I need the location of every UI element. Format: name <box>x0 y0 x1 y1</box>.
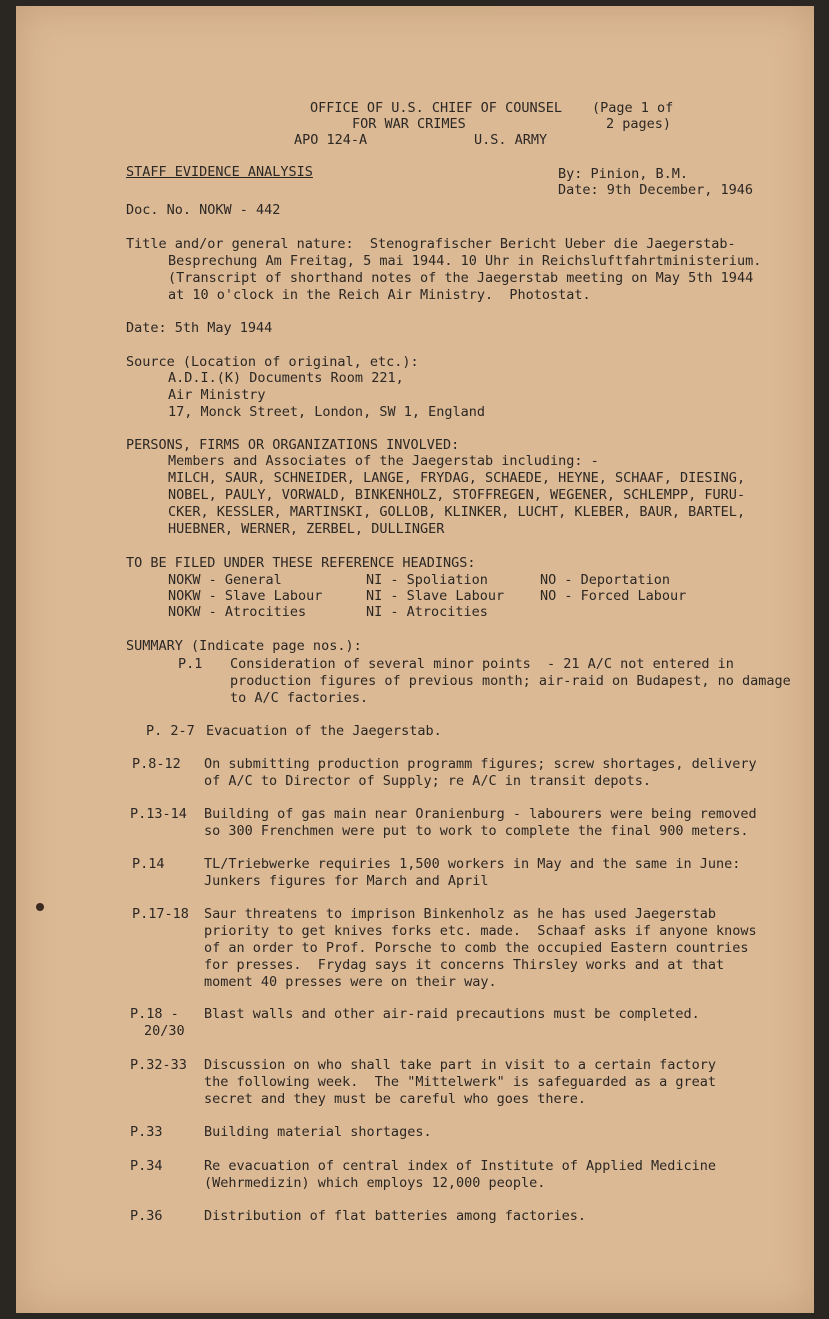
summary-line: of an order to Prof. Porsche to comb the occupied Eastern countries <box>204 940 749 956</box>
header-line-1: OFFICE OF U.S. CHIEF OF COUNSEL <box>310 100 562 116</box>
heading-nokw-general: NOKW - General <box>168 572 282 588</box>
summary-line: Evacuation of the Jaegerstab. <box>206 723 442 739</box>
summary-line: the following week. The "Mittelwerk" is safeguarded as a great <box>204 1074 717 1090</box>
summary-line: Blast walls and other air-raid precautions must be completed. <box>204 1006 700 1022</box>
analyst-by: By: Pinion, B.M. <box>558 166 689 182</box>
page-info-2: 2 pages) <box>606 116 672 132</box>
source-line-3: Air Ministry <box>168 387 266 403</box>
heading-ni-spoliation: NI - Spoliation <box>366 572 488 588</box>
summary-line: moment 40 presses were on their way. <box>204 974 497 990</box>
summary-line: (Wehrmedizin) which employs 12,000 people. <box>204 1175 546 1191</box>
analysis-date: Date: 9th December, 1946 <box>558 182 754 198</box>
title-line-3: (Transcript of shorthand notes of the Jaegerstab meeting on May 5th 1944 <box>168 270 754 286</box>
summary-line: Re evacuation of central index of Institute of Applied Medicine <box>204 1158 717 1174</box>
summary-line: Consideration of several minor points - 21 A/C not entered in <box>230 656 734 672</box>
persons-line-2: Members and Associates of the Jaegerstab including: - <box>168 453 599 469</box>
heading-nokw-atrocities: NOKW - Atrocities <box>168 604 307 620</box>
heading-nokw-slave-labour: NOKW - Slave Labour <box>168 588 323 604</box>
heading-ni-slave-labour: NI - Slave Labour <box>366 588 505 604</box>
persons-line-6: HUEBNER, WERNER, ZERBEL, DULLINGER <box>168 521 445 537</box>
punch-hole <box>36 903 44 911</box>
heading-ni-atrocities: NI - Atrocities <box>366 604 488 620</box>
analysis-title: STAFF EVIDENCE ANALYSIS <box>126 164 313 180</box>
summary-line: Junkers figures for March and April <box>204 873 489 889</box>
persons-line-5: CKER, KESSLER, MARTINSKI, GOLLOB, KLINKER, LUCHT, KLEBER, BAUR, BARTEL, <box>168 504 746 520</box>
summary-line: to A/C factories. <box>230 690 369 706</box>
header-line-3a: APO 124-A <box>294 132 368 148</box>
summary-page: P.36 <box>130 1208 163 1224</box>
summary-line: Building material shortages. <box>204 1124 432 1140</box>
source-line-4: 17, Monck Street, London, SW 1, England <box>168 404 485 420</box>
headings-label: TO BE FILED UNDER THESE REFERENCE HEADINGS: <box>126 555 476 571</box>
persons-line-3: MILCH, SAUR, SCHNEIDER, LANGE, FRYDAG, SCHAEDE, HEYNE, SCHAAF, DIESING, <box>168 470 746 486</box>
heading-no-deportation: NO - Deportation <box>540 572 671 588</box>
header-line-3b: U.S. ARMY <box>474 132 548 148</box>
persons-line-4: NOBEL, PAULY, VORWALD, BINKENHOLZ, STOFFREGEN, WEGENER, SCHLEMPP, FURU- <box>168 487 746 503</box>
document-page <box>16 6 814 1313</box>
summary-line: for presses. Frydag says it concerns Thirsley works and at that <box>204 957 725 973</box>
summary-page: P.1 <box>178 656 203 672</box>
summary-page: P.8-12 <box>132 756 181 772</box>
summary-page-cont: 20/30 <box>144 1023 185 1039</box>
persons-label: PERSONS, FIRMS OR ORGANIZATIONS INVOLVED: <box>126 437 460 453</box>
source-line-2: A.D.I.(K) Documents Room 221, <box>168 370 404 386</box>
title-line-1: Title and/or general nature: Stenografischer Bericht Ueber die Jaegerstab- <box>126 236 736 252</box>
source-label: Source (Location of original, etc.): <box>126 354 419 370</box>
summary-page: P. 2-7 <box>146 723 195 739</box>
summary-line: so 300 Frenchmen were put to work to complete the final 900 meters. <box>204 823 749 839</box>
summary-page: P.33 <box>130 1124 163 1140</box>
summary-line: of A/C to Director of Supply; re A/C in transit depots. <box>204 773 652 789</box>
tape-mark <box>316 6 496 12</box>
document-date: Date: 5th May 1944 <box>126 320 273 336</box>
summary-page: P.32-33 <box>130 1057 187 1073</box>
title-line-2: Besprechung Am Freitag, 5 mai 1944. 10 Uhr in Reichsluftfahrtministerium. <box>168 253 762 269</box>
summary-line: TL/Triebwerke requiries 1,500 workers in May and the same in June: <box>204 856 741 872</box>
summary-page: P.13-14 <box>130 806 187 822</box>
summary-line: Distribution of flat batteries among factories. <box>204 1208 587 1224</box>
summary-label: SUMMARY (Indicate page nos.): <box>126 638 362 654</box>
summary-line: On submitting production programm figures; screw shortages, delivery <box>204 756 757 772</box>
summary-line: production figures of previous month; air-raid on Budapest, no damage <box>230 673 791 689</box>
header-line-2: FOR WAR CRIMES <box>352 116 466 132</box>
title-line-4: at 10 o'clock in the Reich Air Ministry. Photostat. <box>168 287 591 303</box>
summary-page: P.17-18 <box>132 906 189 922</box>
heading-no-forced-labour: NO - Forced Labour <box>540 588 687 604</box>
page-info-1: (Page 1 of <box>592 100 674 116</box>
summary-line: Building of gas main near Oranienburg - labourers were being removed <box>204 806 757 822</box>
summary-page: P.18 - <box>130 1006 179 1022</box>
summary-line: secret and they must be careful who goes there. <box>204 1091 587 1107</box>
summary-page: P.34 <box>130 1158 163 1174</box>
summary-line: Saur threatens to imprison Binkenholz as he has used Jaegerstab <box>204 906 717 922</box>
summary-line: Discussion on who shall take part in visit to a certain factory <box>204 1057 717 1073</box>
summary-line: priority to get knives forks etc. made. Schaaf asks if anyone knows <box>204 923 757 939</box>
summary-page: P.14 <box>132 856 165 872</box>
doc-number: Doc. No. NOKW - 442 <box>126 202 281 218</box>
